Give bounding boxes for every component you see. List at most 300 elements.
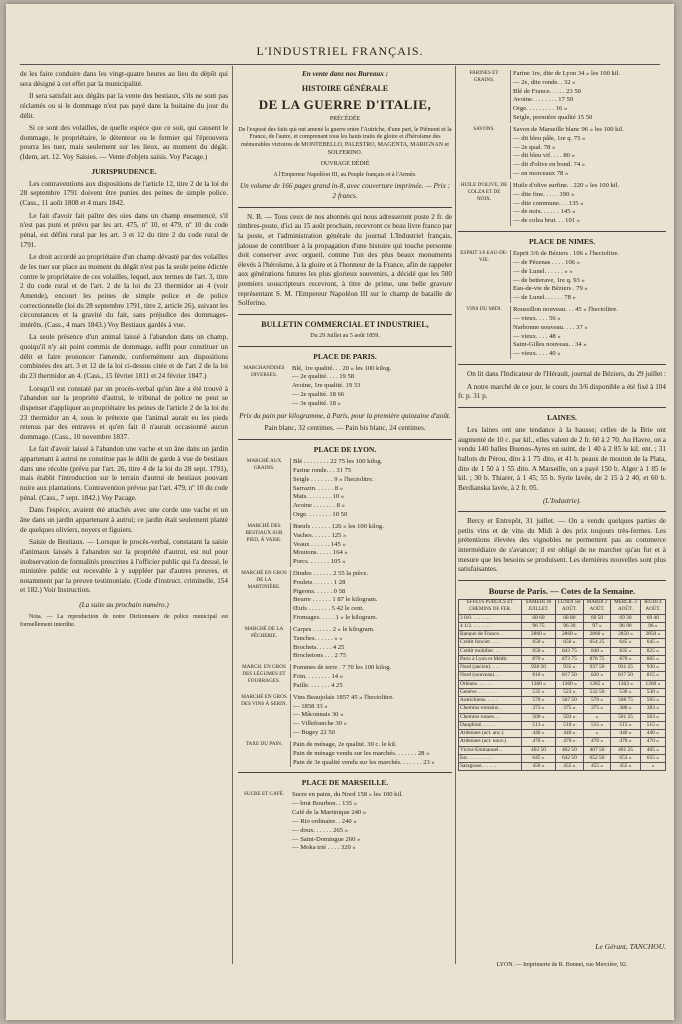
paragraph: Les laines ont une tendance à la hausse; celles de la Brie ont augmenté de 10 c. par kil., elles valent de 2 fr. 60 à 2 70. Au Havre, on a vendu 140 balles Buenos-Ayres en suint, de 1 40 à 2 85 le kil. ent. ; 31 ballots du Pérou, dito à 1 75 dito, et 41 b. peaux de mouton de la Plata, dito de 1 50 à 1 55 dito. A Marseille, on a payé 150 b. Alger à 1 85 le kil. ; 30 b. Thiarer, à 1 45; 55 b. Syrie lavée, de 2 15 à 2 40, et 60 b. Berdianska lavée, à 2 fr. 05. [458, 426, 666, 492]
price-row: — dite fine. . . . . 190 » [513, 190, 575, 198]
price-row: Seigle . . . . . . . 9 » l'hectolitre. [293, 475, 374, 483]
bourse-column-header: LUNDI 1er AOÛT. [555, 600, 583, 614]
divider [238, 346, 452, 347]
bourse-quote: 1360 » [640, 680, 665, 688]
market-label: MARCHÉ DE LA PÊCHERIE. [244, 625, 284, 639]
bourse-quote: 570 » [583, 697, 610, 705]
divider [238, 772, 452, 773]
bourse-quote: 401 25 [611, 746, 641, 754]
bourse-quote: 407 50 [583, 746, 610, 754]
price-row: Avoine. . . . . . . . 17 50 [513, 96, 574, 104]
column-left [20, 70, 228, 632]
price-group [238, 664, 452, 690]
price-row: Pain de 3e qualité vendu sur les marchés. . . . . . . 23 » [293, 758, 435, 766]
bourse-quote: 935 » [555, 664, 583, 672]
price-row: Orge. . . . . . . . . 16 » [513, 105, 568, 113]
bread-note: Prix du pain par kilogramme, à Paris, pour la première quinzaine d'août. [239, 411, 451, 420]
bourse-quote: 835 » [611, 647, 641, 655]
bourse-security: Crédit mobilier. . . [459, 647, 522, 655]
price-group [458, 126, 666, 179]
price-row: — de Lunel. . . . . . » » [513, 267, 573, 275]
price-row: — vieux. . . . 48 » [513, 332, 561, 340]
price-group [458, 250, 666, 303]
price-table-nimes [458, 250, 666, 359]
bourse-quote: 501 25 [611, 713, 641, 721]
bourse-quote: 870 » [611, 655, 641, 663]
price-table-lyon [238, 458, 452, 767]
bourse-row [459, 697, 666, 705]
price-row: — Rio ordinaire. . 240 » [292, 817, 357, 825]
divider [458, 511, 666, 512]
bourse-quote: 470 » [640, 738, 665, 746]
bourse-security: Ardennes (act. anc.) [459, 730, 522, 738]
price-row: Veaux . . . . . . 145 » [293, 540, 346, 548]
bourse-quote: 440 » [555, 730, 583, 738]
price-row: Poulets . . . . . . 1 28 [293, 578, 346, 586]
bourse-quote: 470 » [611, 738, 641, 746]
price-row: Café de la Martinique 240 » [292, 809, 367, 817]
bulletin-dates: Du 29 Juillet au 5 août 1859. [310, 332, 380, 339]
price-row: Farine ronde. . . 31 75 [293, 466, 352, 474]
bourse-quote: 873 75 [555, 655, 583, 663]
gerant-signature: Le Gérant, TANCHOU. [595, 942, 666, 951]
price-row: Pommes de terre . 7 70 les 100 kilog. [293, 664, 392, 672]
price-row: Pigeons. . . . . . 0 58 [293, 587, 346, 595]
bourse-quote: 535 » [522, 688, 556, 696]
bourse-column-header: JEUDI 4 AOÛT. [640, 600, 665, 614]
price-group [458, 306, 666, 359]
bourse-quote: 523 » [555, 688, 583, 696]
bourse-quote: 645 » [611, 639, 641, 647]
bourse-row [459, 655, 666, 663]
bourse-quote: 96 75 [522, 622, 556, 630]
price-row: Eau-de-vie de Béziers . 79 » [513, 285, 588, 293]
bourse-quote: » [583, 713, 610, 721]
bourse-quote: 2860 » [583, 631, 610, 639]
bourse-security: Chemins russes. . . [459, 713, 522, 721]
bourse-column-header: EFFETS PUBLICS ET CHEMINS DE FER. [459, 600, 522, 614]
price-row: — 2e qualité. 18 66 [292, 391, 345, 399]
market-label: MARCH. EN GROS DES LÉGUMES ET FOURRAGES. [242, 664, 286, 685]
ad-dedication: A l'Empereur Napoléon III, au Peuple français et à l'Armée. [273, 171, 417, 178]
price-row: — 2e, dite ronde. . 32 » [513, 78, 576, 86]
bourse-security: Ardennes (act. nouv.) [459, 738, 522, 746]
price-rows [291, 694, 453, 738]
price-row: — 3e qualité. 18 » [292, 399, 341, 407]
bourse-quote: 470 » [522, 738, 556, 746]
bourse-quote: 815 » [640, 672, 665, 680]
bourse-quote: 450 » [522, 762, 556, 770]
price-rows [290, 365, 452, 409]
price-group [238, 523, 452, 567]
bourse-quote: 650 » [522, 639, 556, 647]
bourse-quote: 513 » [522, 721, 556, 729]
column-divider [232, 66, 233, 964]
bourse-quote: 653 » [611, 754, 641, 762]
market-label: FARINES ET GRAINS. [469, 70, 499, 83]
price-rows [511, 250, 667, 303]
ad-subtitle: HISTOIRE GÉNÉRALE [301, 83, 389, 93]
price-row: — Saint-Domingue 260 » [292, 835, 361, 843]
bourse-quote: 2850 » [611, 631, 641, 639]
source-note: (L'Industrie). [542, 496, 582, 505]
price-row: Dindes . . . . . . 2 55 la pièce. [293, 570, 369, 577]
bourse-title: Bourse de Paris. — Cotes de la Semaine. [488, 586, 636, 596]
bourse-quote: 515 » [611, 721, 641, 729]
ad-description: De l'exposé des faits qui ont amené la guerre entre l'Autriche, d'une part, le Piémont et la France, de l'autre, et comprenant tous les hauts traits de gloire et d'héroïsme des mémorables victoires de MONTEBELLO, PALESTRO, MAGENTA, MARIGNAN et SOLFERINO. [238, 126, 452, 156]
price-row: Huile d'olive surfine. . 220 » les 100 kil. [513, 181, 620, 189]
price-row: Farine 1re, dite de Lyon 34 » les 100 kil. [513, 70, 621, 77]
bourse-quote: 843 75 [555, 647, 583, 655]
bourse-quote: 1363 » [611, 680, 641, 688]
price-row: — 2e qualité. . . . 19 58 [292, 373, 355, 381]
price-row: Seigle, première qualité 15 50 [513, 114, 593, 122]
price-row: Blé de France. . . . . 23 50 [513, 87, 581, 95]
market-title: PLACE DE NIMES. [528, 237, 596, 247]
divider [458, 580, 666, 581]
bourse-column-header: MARDI 2 AOÛT. [583, 600, 610, 614]
column-right [458, 70, 666, 771]
divider [238, 207, 452, 208]
bourse-quote: 642 50 [555, 754, 583, 762]
price-row: Sucre en pains, du Nord 158 » les 100 kil. [292, 791, 403, 799]
price-row: — 2e qual. 78 » [513, 143, 556, 151]
bourse-quote: 383 » [640, 705, 665, 713]
bourse-quote: 840 » [583, 647, 610, 655]
bourse-row [459, 664, 666, 672]
market-label: MARCHÉ EN GROS DE LA MARTINIÈRE. [241, 570, 287, 590]
bourse-quote: 402 50 [555, 746, 583, 754]
bourse-column-header: SAMEDI 30 JUILLET. [522, 600, 556, 614]
market-label: HUILE D'OLIVE, DE COLZA ET DE NOIX. [460, 181, 508, 202]
bourse-quote: 375 » [555, 705, 583, 713]
bourse-quote: 375 » [583, 705, 610, 713]
bourse-quote: 865 » [640, 655, 665, 663]
price-row: — de betterave, 1re q. 93 » [513, 276, 585, 284]
bourse-quote: 567 50 [555, 697, 583, 705]
price-row: Vins Beaujolais 1857 45 » l'hectolitre. [293, 693, 394, 701]
price-rows [511, 306, 667, 359]
paragraph: Bercy et Entrepôt, 31 juillet. — On a vendu quelques parties de petits vins et de vins du Midi à des prix toujours très-fermes. Les prétentions élevées des vignobles ne permettent pas au commerce intermédiaire de s'avancer; il est obligé de ne marcher qu'au fur et à mesure que les besoins se produisent. Les dernières nouvelles sont plus satisfaisantes. [458, 517, 666, 574]
paragraph: On lit dans l'Indicateur de l'Hérault, journal de Béziers, du 29 juillet : [467, 370, 666, 379]
bourse-quote: 878 75 [583, 655, 610, 663]
price-rows [291, 664, 453, 690]
bourse-quote: 1360 » [522, 680, 556, 688]
price-row: — 1858 33 » [293, 702, 328, 710]
market-label: SUCRE ET CAFÉ. [243, 791, 285, 798]
bourse-security: Chemins romains. . [459, 705, 522, 713]
bourse-quote: 2850 » [640, 631, 665, 639]
paragraph: Le fait d'avoir laissé à l'abandon une vache et un âne dans un jardin appartenant à autrui ne constitue pas le délit de garde à vue de bestiaux dans une récolte (prévu par l'art. 26, titre 4 de la loi du 28 sept. 1791), mais établit l'introduction sur le terrain d'autrui de bestiaux pouvant nuire aux plantations. Contravention prévue par l'art. 479, nº 10 du code pénal. (Cass., 7 sept. 1842.) Voy Pacage. [20, 445, 228, 502]
bourse-quote: 455 » [555, 762, 583, 770]
price-row: Savon de Marseille blanc 96 » les 100 kil. [513, 125, 624, 133]
column-middle [238, 70, 452, 853]
market-label: SAVONS. [473, 125, 495, 132]
price-row: Avoine . . . . . . . 8 » [293, 502, 345, 510]
paragraph: La seule présence d'un animal laissé à l'abandon dans un champ, quoiqu'il n'y ait point commis de dommage, suffit pour constituer un délit et faire prononcer l'amende, conformément aux dispositions combinées des art. 3 et 12 de la loi ci-dessus citée et de l'art 2 de la loi du 23 thermidor an 4. (Cass., 15 février 1811 et 24 février 1847.) [20, 333, 228, 380]
printer-imprint: LYON. — Imprimerie de R. Bonnet, rue Mercière, 92. [496, 962, 628, 968]
price-row: Beurre . . . . . . 1 87 le kilogram. [293, 596, 378, 604]
bourse-quote: 655 » [640, 754, 665, 762]
divider [458, 231, 666, 232]
bourse-quote: 931 25 [611, 664, 641, 672]
price-row: Carpes . . . . . . 2 » le kilogram. [293, 625, 375, 633]
bourse-quote: 380 » [611, 705, 641, 713]
price-row: — de colza brut. . . 101 » [513, 217, 581, 225]
divider [238, 314, 452, 315]
bourse-quote: 2860 » [522, 631, 556, 639]
price-row: — de Pézenas . . . . 106 » [513, 258, 581, 266]
price-row: — de Lunel. . . . . . 78 » [513, 294, 576, 302]
price-row: Porcs. . . . . . . 105 » [293, 558, 346, 566]
bourse-quote: 68 80 [555, 614, 583, 622]
bourse-row [459, 705, 666, 713]
bourse-row [459, 647, 666, 655]
bourse-quote: 96 30 [555, 622, 583, 630]
bourse-quote: 455 » [583, 762, 610, 770]
bourse-quote: 515 » [640, 721, 665, 729]
bourse-quote: 817 50 [611, 672, 641, 680]
ad-line: PRÉCÉDÉE [329, 115, 361, 122]
price-row: Pain de ménage vendu sur les marchés. . . . . . . 28 » [293, 749, 430, 757]
bourse-row [459, 762, 666, 770]
ad-line: OUVRAGE DÉDIÉ [320, 160, 370, 167]
bourse-column-header: MERCR. 3 AOÛT. [611, 600, 641, 614]
price-rows [291, 458, 453, 520]
price-row: — en morceaux 78 » [513, 170, 569, 178]
bourse-quote: 440 » [611, 730, 641, 738]
header-rule [20, 64, 660, 65]
price-row: — Villefranche 30 » [293, 720, 347, 728]
price-row: Brochetons . . . 2 75 [293, 652, 347, 660]
bourse-quote: 69 50 [583, 614, 610, 622]
market-label: MARCHÉ DES BESTIAUX SUR PIED, À VAISE. [245, 522, 283, 543]
price-row: — brut Bourbon. . 135 » [292, 800, 358, 808]
bourse-security: 4 1/2. . . . . . . . [459, 622, 522, 630]
price-row: — vieux. . . . 56 » [513, 314, 561, 322]
bourse-quote: 69 30 [611, 614, 641, 622]
price-row: Saint-Gilles nouveau. . 34 » [513, 341, 587, 349]
price-row: Tanches. . . . . . » » [293, 634, 343, 642]
price-rows [291, 523, 453, 567]
bourse-quote: 470 » [555, 738, 583, 746]
price-group [238, 694, 452, 738]
bourse-row [459, 688, 666, 696]
bourse-quote: 1365 » [583, 680, 610, 688]
bourse-quote: 373 » [522, 705, 556, 713]
bourse-row [459, 622, 666, 630]
bourse-quote: 645 » [522, 754, 556, 762]
bourse-quote: 440 » [522, 730, 556, 738]
price-row: — Mâconnais 30 » [293, 711, 344, 719]
bourse-row [459, 730, 666, 738]
price-table-paris [238, 365, 452, 409]
bourse-quote: 654 25 [583, 639, 610, 647]
bourse-security: Victor-Emmanuel. . [459, 746, 522, 754]
divider [458, 407, 666, 408]
market-label: ESPRIT 3/6 EAU-DE-VIE. [460, 250, 508, 264]
market-title: PLACE DE PARIS. [313, 351, 377, 361]
bourse-quote: 97 » [583, 622, 610, 630]
price-row: Esprit 3/6 de Béziers . 106 » l'hectolitre. [513, 250, 620, 258]
price-row: Roussillon nouveau. . . 45 » l'hectolitre. [513, 306, 618, 314]
market-label: MARCHÉ EN GROS DES VINS À SERIN. [241, 693, 287, 707]
bourse-row [459, 639, 666, 647]
price-row: — Moka trié . . . . 320 » [292, 844, 356, 852]
bourse-quote: 96 90 [611, 622, 641, 630]
bourse-security: Genève. . . . . . . . [459, 688, 522, 696]
bourse-security: Banque de France. . [459, 631, 522, 639]
price-row: Maïs. . . . . . . . 10 » [293, 493, 345, 501]
column-divider [455, 66, 456, 964]
bourse-quote: 645 » [640, 639, 665, 647]
price-rows [290, 791, 452, 853]
price-row: Foin. . . . . . . . 14 » [293, 673, 344, 681]
bourse-row [459, 754, 666, 762]
paragraph: Le fait d'avoir fait paître des oies dans un champ ensemencé, s'il n'est pas puni et prévu par les art. 475, nº 10, et 479, nº 10 du code pénal, est défini rural par les art. 3 et 12 du titre 2 du code rural de 1791. [20, 211, 228, 249]
section-heading: JURISPRUDENCE. [91, 166, 157, 176]
price-row: — doux. . . . . . 265 » [292, 826, 349, 834]
bulletin-title: BULLETIN COMMERCIAL ET INDUSTRIEL, [261, 320, 429, 330]
price-row: Avoine, 1re qualité. 19 33 [292, 382, 361, 390]
bread-prices: Pain blanc, 32 centimes. — Pain bis blanc, 24 centimes. [264, 424, 426, 433]
price-row: Pain de ménage, 2e qualité. 30 c. le kil. [293, 740, 397, 748]
footnote: Nota. — La reproduction de notre Dictionnaire de police municipal est formellement interdite. [20, 613, 228, 628]
bourse-quote: 96 » [640, 622, 665, 630]
bourse-quote: 810 » [522, 672, 556, 680]
price-row: Œufs . . . . . . . 5 42 le cent. [293, 605, 364, 613]
bourse-row [459, 713, 666, 721]
bourse-row [459, 721, 666, 729]
bourse-quote: » [640, 762, 665, 770]
price-group [238, 626, 452, 661]
price-row: Vaches. . . . . . 125 » [293, 531, 347, 539]
paragraph: A notre marché de ce jour, le cours du 3/6 disponible a été fixé à 104 fr. p. 31 p. [458, 382, 666, 401]
price-row: — vieux. . . . 40 » [513, 350, 561, 358]
bourse-quote: 68 60 [522, 614, 556, 622]
bourse-security: Paris à Lyon et Médit. [459, 655, 522, 663]
bourse-quote: 405 » [640, 746, 665, 754]
bourse-quote: 565 » [640, 697, 665, 705]
ad-kicker: En vente dans nos Bureaux : [301, 70, 389, 78]
bourse-security: Nord (ancien). . . . [459, 664, 522, 672]
bourse-quote: 69 40 [640, 614, 665, 622]
bourse-security: Est. . . . . . . . . . [459, 754, 522, 762]
bourse-quote: 503 » [555, 713, 583, 721]
price-row: Paille. . . . . . . 4 25 [293, 681, 343, 689]
bourse-quote: 930 » [640, 664, 665, 672]
bourse-quote: 2860 » [555, 631, 583, 639]
bourse-quote: 470 » [583, 738, 610, 746]
price-rows [291, 570, 453, 623]
price-row: Bœufs . . . . . . 126 » les 100 kilog. [293, 522, 384, 530]
price-row: — dit bleu vif. . . . 80 » [513, 152, 575, 160]
price-rows [511, 182, 667, 226]
price-rows [511, 70, 667, 123]
price-row: Brochets. . . . . 4 25 [293, 643, 345, 651]
bourse-quote: 650 » [555, 639, 583, 647]
bourse-quote: 503 » [640, 713, 665, 721]
bourse-quote: 817 50 [555, 672, 583, 680]
price-rows [511, 126, 667, 179]
bourse-quote: 820 » [583, 672, 610, 680]
continuation-note: (La suite au prochain numéro.) [79, 601, 169, 610]
market-title: PLACE DE MARSEILLE. [301, 778, 389, 788]
bourse-quote: 402 50 [522, 746, 556, 754]
price-group [238, 570, 452, 623]
price-row: Sarrazin. . . . . . 8 » [293, 484, 343, 492]
bourse-quote: 455 » [611, 762, 641, 770]
bourse-quote: 530 » [640, 688, 665, 696]
bourse-quote: 652 50 [583, 754, 610, 762]
bourse-quote: 1360 » [555, 680, 583, 688]
bourse-row [459, 680, 666, 688]
bourse-quote: 937 50 [583, 664, 610, 672]
bourse-quote: 570 » [522, 697, 556, 705]
bourse-quote: 500 » [522, 713, 556, 721]
price-group [238, 458, 452, 520]
price-row: — dit bleu pâle, 1re q. 75 » [513, 134, 586, 142]
bourse-security: 3 0/0. . . . . . . . [459, 614, 522, 622]
bourse-security: Crédit foncier. . . . [459, 639, 522, 647]
bourse-quote: 568 75 [611, 697, 641, 705]
price-row: Moutons. . . . . 164 » [293, 549, 348, 557]
market-label: TAXE DU PAIN. [245, 740, 283, 747]
market-label: MARCHÉ AUX GRAINS. [246, 458, 282, 472]
ad-price: Un volume de 166 pages grand in-8, avec couverture imprimée. — Prix : 2 francs. [239, 182, 451, 200]
price-row: Blé . . . . . . . . 22 75 les 100 kilog. [293, 458, 383, 466]
bourse-quote: » [583, 730, 610, 738]
price-table-marseille [238, 791, 452, 853]
price-group [458, 70, 666, 123]
price-table-lyon-cont [458, 70, 666, 226]
price-row: — dit d'olive en bond. 74 » [513, 161, 586, 169]
paragraph: N. B. — Tous ceux de nos abonnés qui nous adresseront poste 2 fr. de timbres-poste, d'ici au 15 août prochain, recevront ce beau livre franco par la poste, et l'administration générale du journal L'Industriel français, jalouse de contribuer à la propagation d'une histoire qui touche personne doit conserver avec orgueil, comme l'un des plus beaux monuments élevés à l'héroïsme, à la gloire et à l'honneur de la France, afin de rappeler aux générations futures les plus glorieux souvenirs, a décidé que les 500 premiers souscripteurs recevront, à titre de prime, une belle gravure représentant S. M. l'Empereur Napoléon III sur le champ de bataille de Solferino. [238, 212, 452, 308]
paragraph: Lorsqu'il est constaté par un procès-verbal qu'un âne a été trouvé à l'abandon sur la propriété d'autrui, le tribunal de police ne peut se dispenser d'appliquer au propriétaire les peines de l'article 2 de la loi du 23 thermidor an 4, sous le prétexte que l'animal aurait eu les pieds retenus par des entraves et qu'en fait il n'aurait occasionné aucun dommage. (Cass., 10 novembre 1837. [20, 384, 228, 441]
bourse-security: Nord (nouveau). . . [459, 672, 522, 680]
bourse-security: Saragosse. . . . . . [459, 762, 522, 770]
bourse-quote: 870 » [522, 655, 556, 663]
paragraph: de les faire conduire dans les vingt-quatre heures au lieu du dépôt qui sera désigné à cet effet par la municipalité. [20, 70, 228, 88]
newspaper-page [6, 4, 674, 1020]
bourse-security: Autrichiens. . . . . [459, 697, 522, 705]
bourse-quote: 530 » [611, 688, 641, 696]
bourse-row [459, 738, 666, 746]
bourse-quote: 928 50 [522, 664, 556, 672]
divider [238, 439, 452, 440]
price-group [238, 741, 452, 767]
price-row: Orge. . . . . . . . 10 50 [293, 511, 348, 519]
price-row: Fromages. . . . . 1 » le kilogram. [293, 614, 378, 622]
bourse-quote: 850 » [522, 647, 556, 655]
price-group [458, 182, 666, 226]
price-rows [291, 741, 453, 767]
paragraph: Le droit accordé au propriétaire d'un champ dévasté par des volailles de les tuer sur place au moment du dégât n'est pas la seule peine édictée contre le propriétaire de ces volailles, lequel, aux termes de l'art. 3, titre 2 du code rural et de l'art. 2 de la loi du 23 thermidor an 4 (voir Amende), encourt les peines de simple police et de police correctionnelle (loi du 28 septembre 1791, titre 2, article 26), suivant les circonstances et la gravité du fait, sans préjudice des dommages-intérêts. (Cass., 4 mars 1843.) Voy Bestiaux gardés à vue. [20, 253, 228, 329]
paragraph: Il sera satisfait aux dégâts par la vente des bestiaux, s'ils ne sont pas réclamés ou si le dommage n'est pas payé dans la huitaine du jour du délit. [20, 92, 228, 120]
price-row: — dite commune. . . 135 » [513, 199, 584, 207]
bourse-table [458, 599, 666, 771]
bourse-quote: 515 » [583, 721, 610, 729]
divider [458, 364, 666, 365]
bourse-row [459, 614, 666, 622]
market-label: MARCHANDISES DIVERSES. [243, 364, 285, 378]
price-row: — Bugey 22 50 [293, 729, 335, 737]
price-row: — de noix. . . . . . 145 » [513, 208, 576, 216]
paragraph: Si ce sont des volailles, de quelle espèce que ce soit, qui causent le dommage, le propriétaire, le détenteur ou le fermier qui l'éprouvera pourra les tuer, mais seulement sur les lieux, au moment du dégât. (Idem, art. 12. Voy Saisies. — Vente d'objets saisis. Voy Pacage.) [20, 124, 228, 162]
bourse-row [459, 631, 666, 639]
bourse-row [459, 746, 666, 754]
price-row: Narbonne nouveau. . . . 37 » [513, 323, 588, 331]
